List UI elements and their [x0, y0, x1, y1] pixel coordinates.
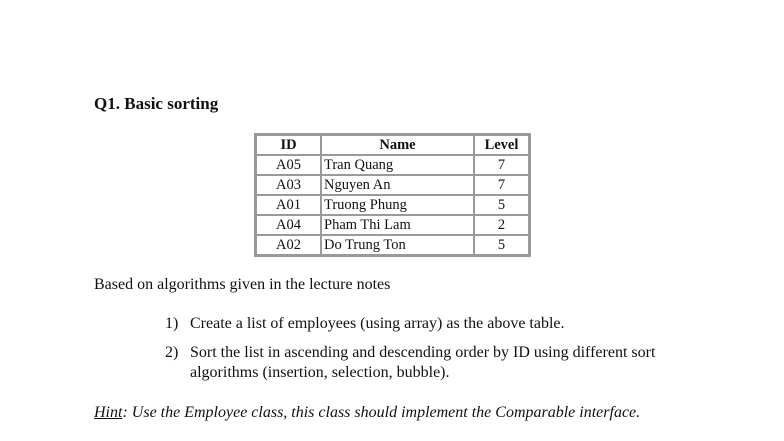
cell-name: Tran Quang	[321, 155, 474, 175]
list-marker: 2)	[165, 344, 179, 361]
cell-name: Pham Thi Lam	[321, 215, 474, 235]
table-row	[256, 195, 529, 215]
question-title: Basic sorting	[124, 94, 219, 113]
table-header-row	[256, 135, 529, 155]
question-heading	[94, 94, 218, 114]
intro-paragraph: Based on algorithms given in the lecture notes	[94, 276, 391, 293]
table-row	[256, 235, 529, 255]
cell-level: 7	[474, 155, 529, 175]
column-header-level: Level	[474, 135, 529, 155]
hint-note	[94, 402, 694, 423]
cell-level: 5	[474, 235, 529, 255]
employee-table	[254, 133, 531, 257]
question-number-dot: .	[115, 94, 125, 113]
list-item	[165, 314, 705, 334]
cell-id: A01	[256, 195, 321, 215]
cell-id: A03	[256, 175, 321, 195]
hint-text: : Use the Employee class, this class should implement the Comparable interface.	[122, 404, 641, 421]
cell-id: A04	[256, 215, 321, 235]
table-row	[256, 215, 529, 235]
cell-name: Do Trung Ton	[321, 235, 474, 255]
cell-name: Nguyen An	[321, 175, 474, 195]
question-number: Q1	[94, 94, 116, 113]
list-item	[165, 343, 705, 383]
cell-level: 7	[474, 175, 529, 195]
task-list	[165, 314, 705, 392]
column-header-id: ID	[256, 135, 321, 155]
list-marker: 1)	[165, 315, 179, 332]
table-row	[256, 175, 529, 195]
cell-id: A05	[256, 155, 321, 175]
task-text: Sort the list in ascending and descending order by ID using different sort algorithms (insertion, selection, bubble).	[190, 344, 656, 381]
column-header-name: Name	[321, 135, 474, 155]
table-row	[256, 155, 529, 175]
cell-level: 2	[474, 215, 529, 235]
cell-name: Truong Phung	[321, 195, 474, 215]
hint-label: Hint	[94, 404, 123, 421]
cell-id: A02	[256, 235, 321, 255]
cell-level: 5	[474, 195, 529, 215]
task-text: Create a list of employees (using array) as the above table.	[190, 315, 565, 332]
